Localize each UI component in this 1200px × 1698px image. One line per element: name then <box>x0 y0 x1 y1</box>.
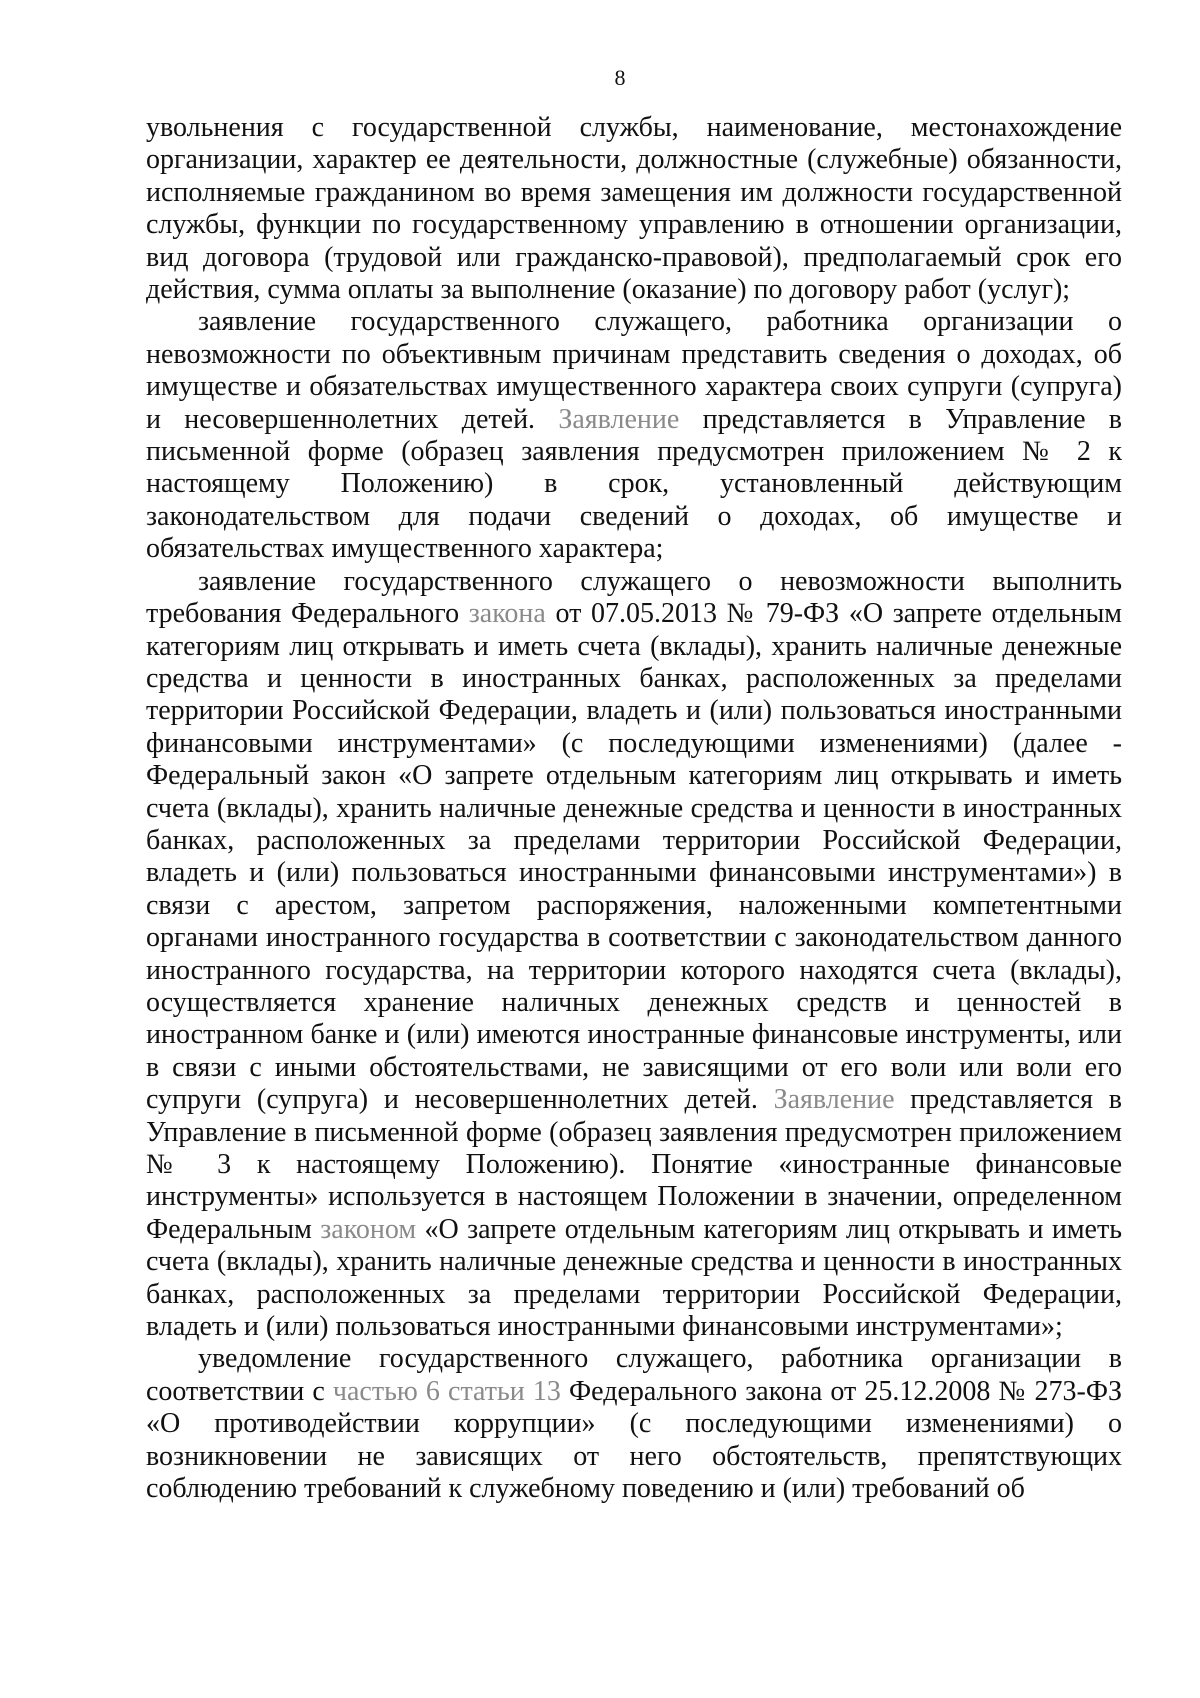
paragraph-text: «О запрете отдельным категориям лиц открывать и иметь счета (вклады), хранить наличные денежные средства и ценности в иностранных банках, расположенных за пределами территории Российской Федерации, владеть и (или) пользоваться иностранными финансовыми инструментами»; <box>146 1213 1122 1343</box>
paragraph-text: заявление государственного служащего о невозможности выполнить требования Федерального <box>146 565 1122 630</box>
paragraph-text: представляется в Управление в письменной форме (образец заявления предусмотрен приложением № 2 к настоящему Положению) в срок, установленный действующим законодательством для подачи сведений о доходах, об имуществе и обязательствах имущественного характера; <box>146 403 1122 565</box>
paragraph <box>146 1343 1122 1505</box>
paragraph-text: увольнения с государственной службы, наименование, местонахождение организации, характер ее деятельности, должностные (служебные) обязанности, исполняемые гражданином во время замещения им должности государственной службы, функции по государственному управлению в отношении организации, вид договора (трудовой или гражданско-правовой), предполагаемый срок его действия, сумма оплаты за выполнение (оказание) по договору работ (услуг); <box>146 112 1122 306</box>
paragraph <box>146 112 1122 306</box>
document-body <box>146 112 1122 1505</box>
faded-reference-text: Заявление <box>773 1084 895 1116</box>
paragraph-text: Федерального закона от 25.12.2008 № 273-ФЗ «О противодействии коррупции» (с последующими изменениями) о возникновении не зависящих от него обстоятельств, препятствующих соблюдению требований к служебному поведению и (или) требований об <box>146 1375 1123 1505</box>
paragraph <box>146 566 1122 1344</box>
paragraph-text: заявление государственного служащего, работника организации о невозможности по объективным причинам представить сведения о доходах, об имуществе и обязательствах имущественного характера своих супруги (супруга) и несовершеннолетних детей. <box>146 306 1122 435</box>
paragraph <box>146 306 1122 565</box>
faded-reference-text: частью 6 статьи 13 <box>332 1375 561 1407</box>
paragraph-text: представляется в Управление в письменной форме (образец заявления предусмотрен приложением № 3 к настоящему Положению). Понятие «иностранные финансовые инструменты» используется в настоящем Положении в значении, определенном Федеральным <box>146 1084 1122 1245</box>
paragraph-text: от 07.05.2013 № 79-ФЗ «О запрете отдельным категориям лиц открывать и иметь счета (вклады), хранить наличные денежные средства и ценности в иностранных банках, расположенных за пределами территории Российской Федерации, владеть и (или) пользоваться иностранными финансовыми инструментами» (с последующими изменениями) (далее - Федеральный закон «О запрете отдельным категориям лиц открывать и иметь счета (вклады), хранить наличные денежные средства и ценности в иностранных банках, расположенных за пределами территории Российской Федерации, владеть и (или) пользоваться иностранными финансовыми инструментами») в связи с арестом, запретом распоряжения, наложенными компетентными органами иностранного государства в соответствии с законодательством данного иностранного государства, на территории которого находятся счета (вклады), осуществляется хранение наличных денежных средств и ценностей в иностранном банке и (или) имеются иностранные финансовые инструменты, или в связи с иными обстоятельствами, не зависящими от его воли или воли его супруги (супруга) и несовершеннолетних детей. <box>146 598 1123 1116</box>
faded-reference-text: Заявление <box>558 403 680 435</box>
faded-reference-text: закона <box>468 598 546 630</box>
faded-reference-text: законом <box>320 1213 417 1245</box>
paragraph-text: уведомление государственного служащего, работника организации в соответствии с <box>146 1343 1122 1407</box>
page-number: 8 <box>614 65 626 90</box>
